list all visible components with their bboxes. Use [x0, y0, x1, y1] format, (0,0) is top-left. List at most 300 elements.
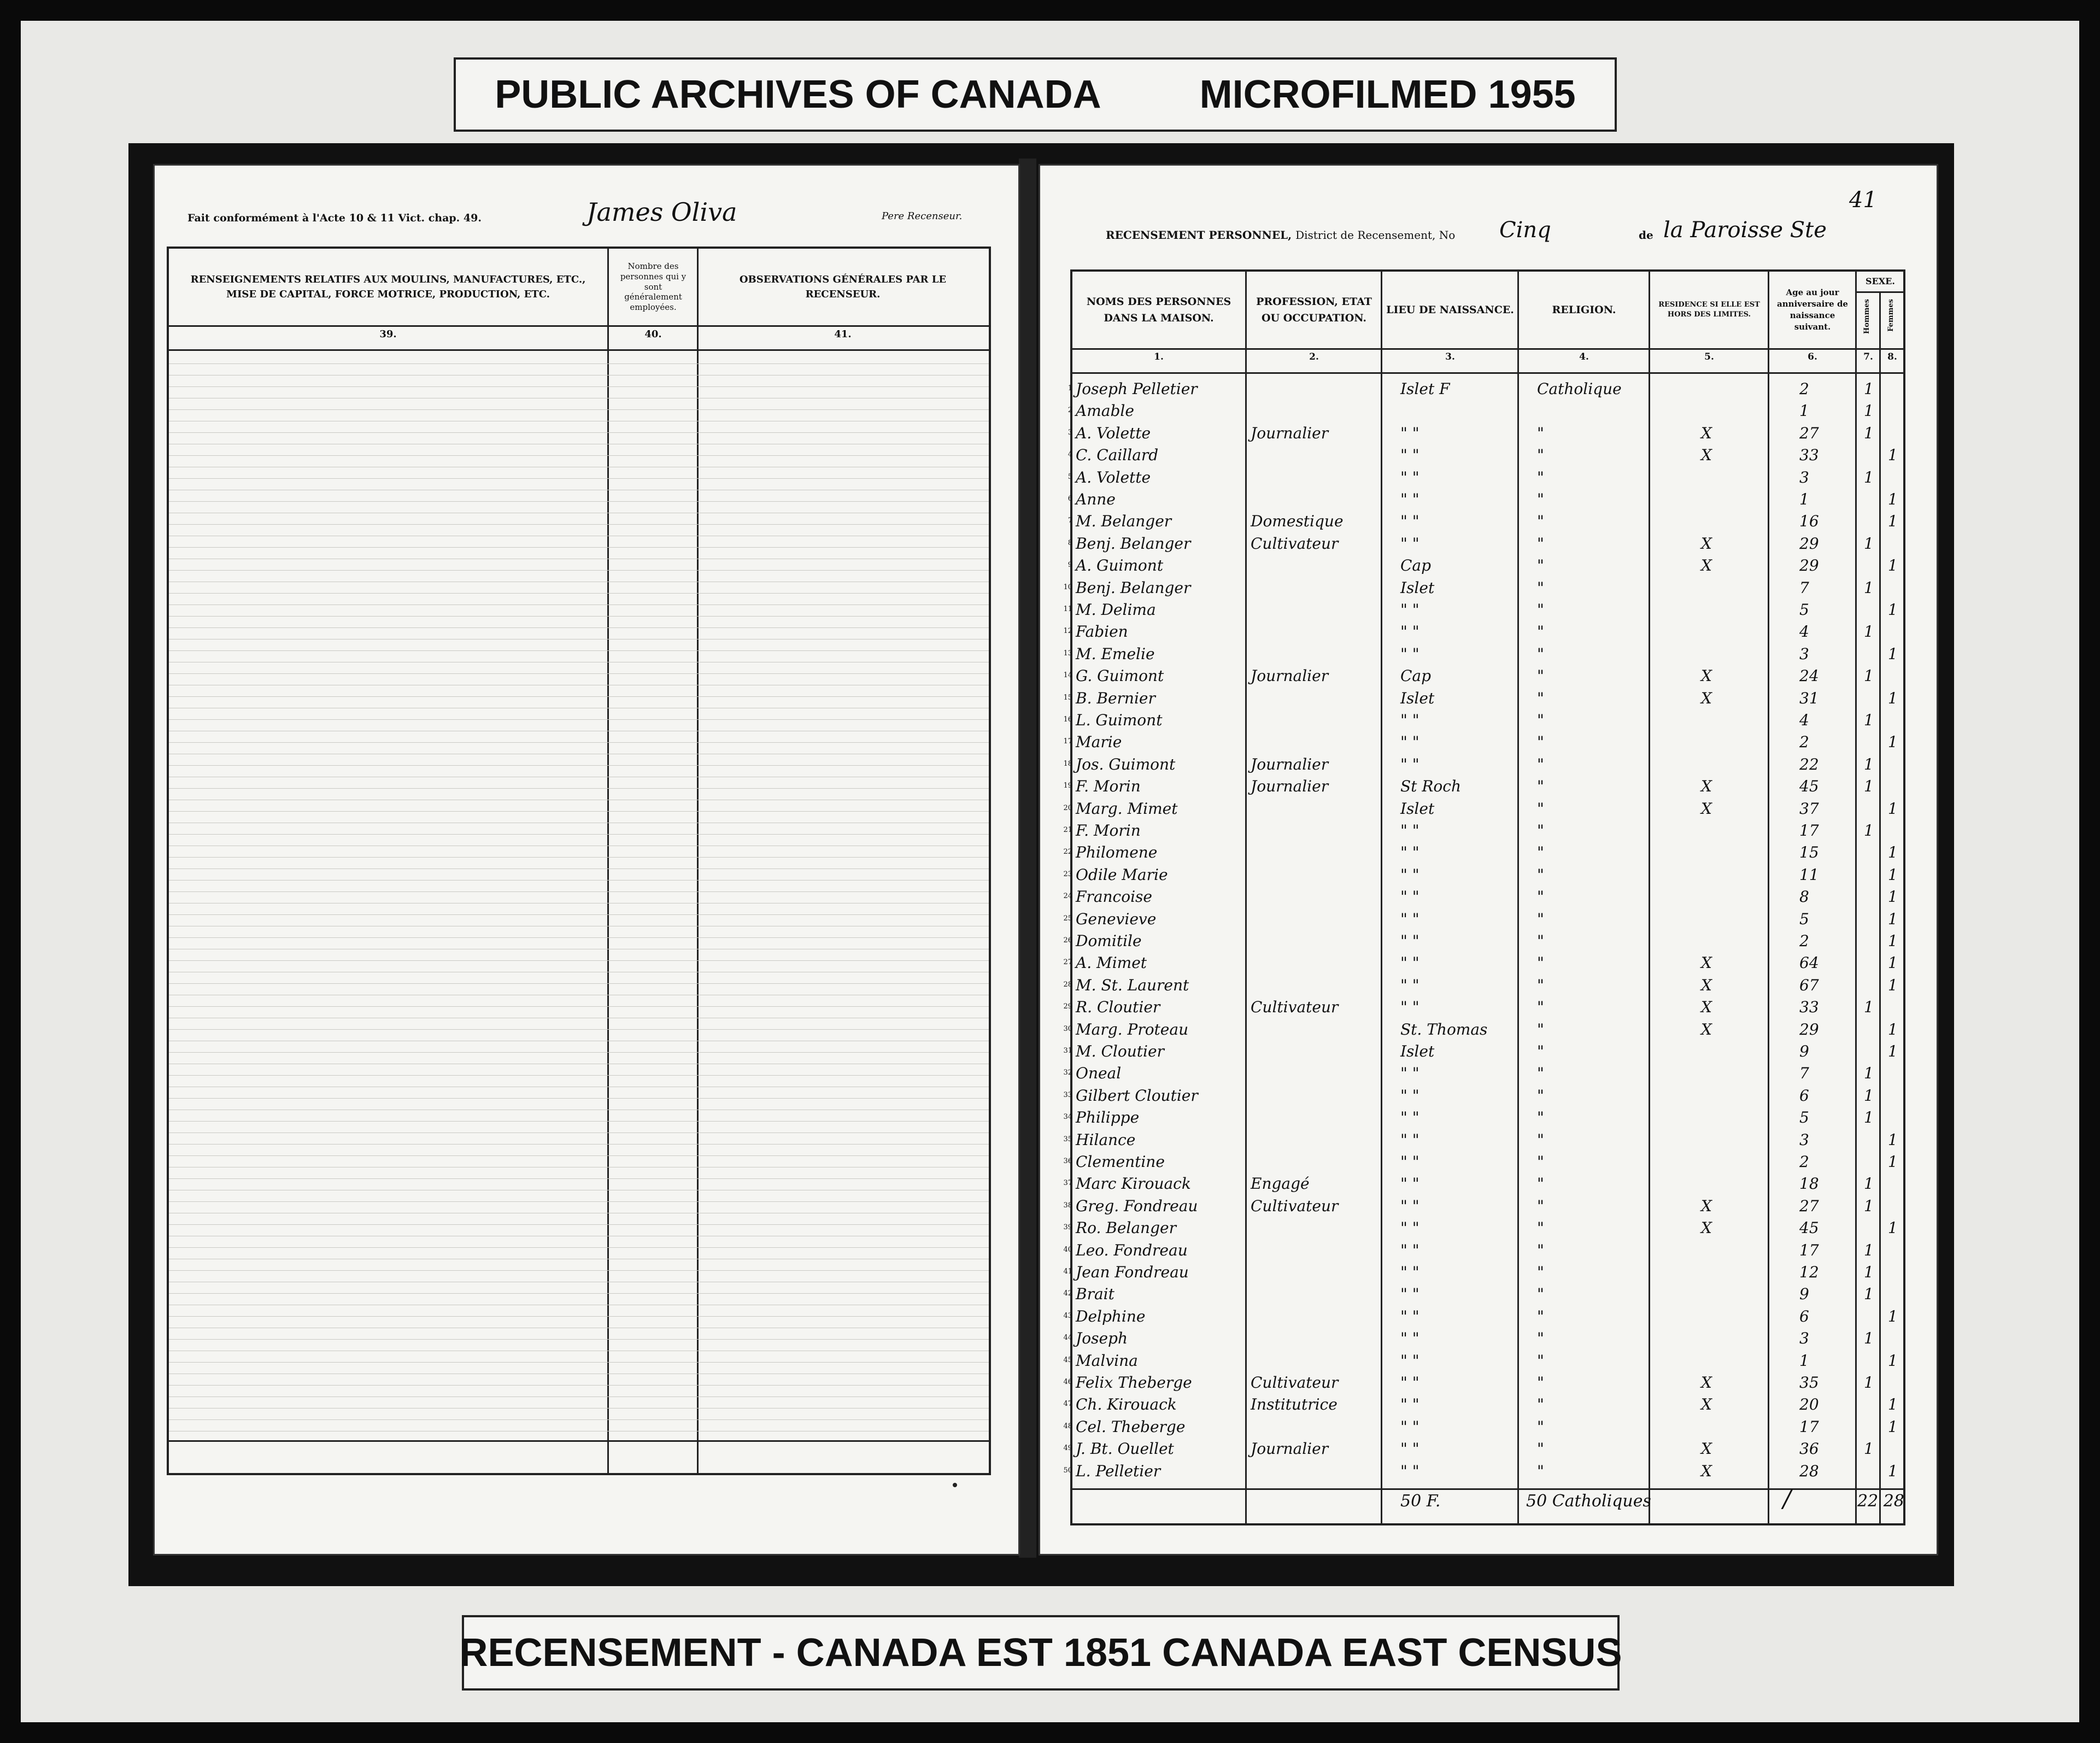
census-row [1063, 754, 1903, 775]
person-birthplace: " " [1400, 1285, 1419, 1304]
person-age: 29 [1799, 556, 1819, 575]
person-residence: X [1701, 667, 1712, 685]
row-number: 21 [1063, 826, 1072, 834]
person-name: Marg. Proteau [1076, 1020, 1189, 1038]
census-row [1063, 1328, 1903, 1349]
census-row [1063, 600, 1903, 620]
person-female: 1 [1888, 512, 1898, 531]
person-birthplace: " " [1400, 1086, 1419, 1105]
person-religion: " [1537, 976, 1544, 994]
census-row [1063, 1196, 1903, 1217]
census-row [1063, 1240, 1903, 1261]
person-male: 1 [1864, 1285, 1874, 1304]
person-female: 1 [1888, 843, 1898, 862]
person-occupation: Journalier [1251, 1440, 1329, 1458]
mills-table [167, 247, 991, 1475]
census-row [1063, 1107, 1903, 1128]
person-age: 2 [1799, 380, 1809, 398]
person-religion: " [1537, 1351, 1544, 1370]
census-row [1063, 865, 1903, 885]
person-male: 1 [1864, 1196, 1874, 1215]
census-row [1063, 820, 1903, 841]
person-name: L. Guimont [1076, 711, 1163, 729]
person-age: 16 [1799, 512, 1819, 531]
person-residence: X [1701, 1020, 1712, 1038]
person-name: Cel. Theberge [1076, 1417, 1186, 1436]
census-row [1067, 423, 1903, 444]
row-number: 25 [1063, 914, 1072, 923]
row-number: 15 [1063, 693, 1072, 702]
row-number: 5 [1067, 472, 1072, 481]
person-occupation: Cultivateur [1251, 1196, 1339, 1215]
person-female: 1 [1888, 954, 1898, 972]
person-name: Anne [1076, 490, 1116, 508]
person-religion: " [1537, 821, 1544, 840]
person-birthplace: " " [1400, 1417, 1419, 1436]
row-number: 45 [1063, 1355, 1072, 1364]
col-number-7: 7. [1863, 351, 1873, 362]
row-number: 36 [1063, 1157, 1072, 1165]
row-number: 40 [1063, 1245, 1072, 1254]
person-male: 1 [1864, 998, 1874, 1017]
census-row [1063, 1218, 1903, 1239]
person-birthplace: " " [1400, 711, 1419, 729]
person-religion: " [1537, 1241, 1544, 1259]
person-birthplace: Islet [1400, 1042, 1435, 1060]
person-birthplace: " " [1400, 1064, 1419, 1083]
col-header-men: Hommes [1863, 299, 1871, 334]
person-religion: " [1537, 424, 1544, 442]
person-religion: " [1537, 1175, 1544, 1193]
person-religion: " [1537, 1462, 1544, 1480]
row-number: 14 [1063, 671, 1072, 680]
person-birthplace: Islet F [1400, 380, 1450, 398]
person-male: 1 [1864, 623, 1874, 641]
person-birthplace: " " [1400, 1175, 1419, 1193]
person-religion: " [1537, 733, 1544, 752]
person-religion: " [1537, 512, 1544, 531]
person-name: Hilance [1076, 1130, 1136, 1149]
person-name: Leo. Fondreau [1076, 1241, 1188, 1259]
person-religion: " [1537, 1130, 1544, 1149]
row-number: 10 [1063, 583, 1072, 591]
census-row [1067, 555, 1903, 576]
person-birthplace: " " [1400, 1307, 1419, 1325]
census-row [1063, 1152, 1903, 1172]
row-number: 42 [1063, 1289, 1072, 1298]
person-name: M. St. Laurent [1076, 976, 1189, 994]
col-number-8: 8. [1887, 351, 1897, 362]
row-number: 9 [1067, 561, 1072, 570]
person-name: Philippe [1076, 1108, 1140, 1127]
person-religion: " [1537, 1219, 1544, 1237]
person-name: Oneal [1076, 1064, 1122, 1083]
person-birthplace: Cap [1400, 667, 1432, 685]
col-header-occupation: PROFESSION, ETAT OU OCCUPATION. [1256, 295, 1372, 324]
person-birthplace: " " [1400, 1130, 1419, 1149]
person-religion: " [1537, 1285, 1544, 1304]
person-birthplace: " " [1400, 623, 1419, 641]
row-number: 37 [1063, 1179, 1072, 1188]
person-age: 45 [1799, 1219, 1819, 1237]
row-number: 31 [1063, 1047, 1072, 1055]
row-number: 3 [1067, 428, 1072, 437]
col-header-religion: RELIGION. [1552, 303, 1616, 316]
person-birthplace: " " [1400, 755, 1419, 773]
person-name: Joseph Pelletier [1076, 380, 1198, 398]
person-male: 1 [1864, 1263, 1874, 1281]
person-birthplace: " " [1400, 424, 1419, 442]
person-religion: " [1537, 468, 1544, 486]
person-name: Gilbert Cloutier [1076, 1086, 1198, 1105]
person-age: 9 [1799, 1042, 1809, 1060]
person-age: 29 [1799, 1020, 1819, 1038]
census-row [1063, 997, 1903, 1018]
number-rule [1072, 372, 1903, 374]
census-title-main: RECENSEMENT PERSONNEL, [1106, 228, 1292, 242]
row-number: 4 [1067, 450, 1072, 459]
enumerator-title: Pere Recenseur. [882, 210, 963, 222]
row-number: 32 [1063, 1069, 1072, 1077]
person-female: 1 [1888, 490, 1898, 508]
person-female: 1 [1888, 1130, 1898, 1149]
census-row [1063, 688, 1903, 709]
person-age: 1 [1799, 490, 1809, 508]
person-name: Odile Marie [1076, 865, 1168, 884]
col-number-1: 1. [1154, 351, 1164, 362]
person-name: A. Guimont [1076, 556, 1164, 575]
person-age: 27 [1799, 1196, 1819, 1215]
row-number: 29 [1063, 1002, 1072, 1011]
person-age: 4 [1799, 711, 1809, 729]
person-female: 1 [1888, 1042, 1898, 1060]
person-birthplace: " " [1400, 512, 1419, 531]
row-number: 43 [1063, 1311, 1072, 1320]
person-female: 1 [1888, 1417, 1898, 1436]
person-female: 1 [1888, 799, 1898, 818]
col-header-names: NOMS DES PERSONNES DANS LA MAISON. [1086, 295, 1231, 324]
person-female: 1 [1888, 556, 1898, 575]
person-residence: X [1701, 1374, 1712, 1392]
person-age: 7 [1799, 1064, 1809, 1083]
person-religion: " [1537, 1374, 1544, 1392]
person-occupation: Engagé [1251, 1175, 1310, 1193]
total-sex: 22 28 [1857, 1492, 1904, 1511]
row-number: 22 [1063, 848, 1072, 856]
header-rule [1072, 348, 1903, 350]
person-religion: " [1537, 1086, 1544, 1105]
person-male: 1 [1864, 534, 1874, 553]
person-female: 1 [1888, 865, 1898, 884]
census-row [1063, 1130, 1903, 1151]
person-birthplace: Islet [1400, 799, 1435, 818]
row-number: 11 [1063, 605, 1072, 613]
person-age: 45 [1799, 777, 1819, 796]
person-age: 18 [1799, 1175, 1819, 1193]
census-row [1063, 1284, 1903, 1305]
act-reference: Fait conformément à l'Acte 10 & 11 Vict. chap. 49. [187, 212, 482, 224]
right-page [1039, 164, 1938, 1556]
person-birthplace: " " [1400, 909, 1419, 928]
person-religion: " [1537, 799, 1544, 818]
person-age: 1 [1799, 1351, 1809, 1370]
person-occupation: Cultivateur [1251, 1374, 1339, 1392]
census-row [1067, 533, 1903, 554]
person-age: 67 [1799, 976, 1819, 994]
person-name: Philomene [1076, 843, 1158, 862]
person-birthplace: " " [1400, 1351, 1419, 1370]
census-row [1063, 1262, 1903, 1283]
row-number: 19 [1063, 782, 1072, 790]
person-age: 12 [1799, 1263, 1819, 1281]
person-birthplace: " " [1400, 1241, 1419, 1259]
col-number-4: 4. [1579, 351, 1589, 362]
person-birthplace: " " [1400, 843, 1419, 862]
person-male: 1 [1864, 1175, 1874, 1193]
person-name: Jos. Guimont [1076, 755, 1176, 773]
person-female: 1 [1888, 976, 1898, 994]
row-number: 47 [1063, 1400, 1072, 1409]
person-female: 1 [1888, 909, 1898, 928]
census-row [1063, 953, 1903, 973]
person-birthplace: Cap [1400, 556, 1432, 575]
person-age: 35 [1799, 1374, 1819, 1392]
col-number-6: 6. [1808, 351, 1817, 362]
person-age: 8 [1799, 888, 1809, 906]
census-row [1063, 666, 1903, 686]
person-religion: " [1537, 865, 1544, 884]
person-occupation: Cultivateur [1251, 534, 1339, 553]
census-row [1063, 1439, 1903, 1459]
census-banner: RECENSEMENT - CANADA EST 1851 CANADA EAST CENSUS [462, 1615, 1620, 1691]
person-name: G. Guimont [1076, 667, 1164, 685]
person-female: 1 [1888, 932, 1898, 950]
person-age: 36 [1799, 1440, 1819, 1458]
person-birthplace: " " [1400, 865, 1419, 884]
row-number: 23 [1063, 870, 1072, 878]
person-age: 17 [1799, 1241, 1819, 1259]
person-age: 2 [1799, 932, 1809, 950]
person-birthplace: " " [1400, 490, 1419, 508]
person-religion: " [1537, 909, 1544, 928]
row-number: 33 [1063, 1090, 1072, 1099]
person-occupation: Journalier [1251, 755, 1329, 773]
census-row [1063, 776, 1903, 797]
person-age: 1 [1799, 402, 1809, 420]
person-birthplace: Islet [1400, 689, 1435, 707]
person-name: Clementine [1076, 1153, 1165, 1171]
person-birthplace: " " [1400, 1196, 1419, 1215]
person-age: 17 [1799, 821, 1819, 840]
col-number-5: 5. [1704, 351, 1714, 362]
person-age: 20 [1799, 1395, 1819, 1414]
person-female: 1 [1888, 1307, 1898, 1325]
person-religion: " [1537, 446, 1544, 465]
census-row [1063, 1372, 1903, 1393]
person-religion: " [1537, 1196, 1544, 1215]
total-religion: 50 Catholiques [1526, 1492, 1651, 1511]
person-male: 1 [1864, 1241, 1874, 1259]
person-name: J. Bt. Ouellet [1076, 1440, 1174, 1458]
person-age: 3 [1799, 1329, 1809, 1348]
person-age: 3 [1799, 468, 1809, 486]
ink-mark [953, 1483, 957, 1487]
col-header-birthplace: LIEU DE NAISSANCE. [1386, 303, 1514, 316]
census-title-rest: District de Recensement, No [1295, 228, 1456, 242]
census-row [1063, 1041, 1903, 1062]
person-female: 1 [1888, 446, 1898, 465]
person-name: A. Volette [1076, 468, 1151, 486]
person-religion: " [1537, 1440, 1544, 1458]
person-name: Francoise [1076, 888, 1152, 906]
census-row [1063, 1461, 1903, 1482]
person-female: 1 [1888, 1351, 1898, 1370]
row-number: 34 [1063, 1113, 1072, 1122]
person-occupation: Journalier [1251, 777, 1329, 796]
person-religion: Catholique [1537, 380, 1622, 398]
row-number: 26 [1063, 936, 1072, 944]
row-number: 35 [1063, 1135, 1072, 1143]
person-age: 5 [1799, 1108, 1809, 1127]
person-birthplace: " " [1400, 534, 1419, 553]
person-occupation: Journalier [1251, 667, 1329, 685]
person-religion: " [1537, 1042, 1544, 1060]
col-number-2: 2. [1309, 351, 1319, 362]
person-age: 15 [1799, 843, 1819, 862]
person-name: Marc Kirouack [1076, 1175, 1191, 1193]
district-number: Cinq [1499, 218, 1551, 243]
person-birthplace: " " [1400, 1263, 1419, 1281]
person-residence: X [1701, 799, 1712, 818]
census-title [1106, 228, 1455, 242]
person-age: 17 [1799, 1417, 1819, 1436]
person-residence: X [1701, 556, 1712, 575]
person-male: 1 [1864, 578, 1874, 597]
parish-prefix: de [1639, 228, 1653, 242]
col-header-age: Age au jour anniversaire de naissance suivant. [1777, 287, 1848, 332]
person-religion: " [1537, 1108, 1544, 1127]
census-row [1063, 710, 1903, 731]
total-age-mark: / [1783, 1485, 1791, 1513]
person-birthplace: " " [1400, 954, 1419, 972]
person-name: Genevieve [1076, 909, 1157, 928]
microfilm-date: MICROFILMED 1955 [1199, 73, 1576, 116]
archive-label: PUBLIC ARCHIVES OF CANADA [495, 73, 1101, 116]
person-religion: " [1537, 556, 1544, 575]
person-birthplace: " " [1400, 1108, 1419, 1127]
row-number: 6 [1067, 495, 1072, 503]
person-religion: " [1537, 755, 1544, 773]
person-occupation: Journalier [1251, 424, 1329, 442]
person-religion: " [1537, 601, 1544, 619]
person-birthplace: " " [1400, 1219, 1419, 1237]
person-religion: " [1537, 932, 1544, 950]
row-number: 8 [1067, 538, 1072, 547]
person-male: 1 [1864, 711, 1874, 729]
person-residence: X [1701, 534, 1712, 553]
col-header-employees: Nombre des personnes qui y sont généralement employées. [620, 261, 687, 313]
person-age: 28 [1799, 1462, 1819, 1480]
person-birthplace: " " [1400, 1374, 1419, 1392]
person-age: 9 [1799, 1285, 1809, 1304]
person-age: 3 [1799, 644, 1809, 663]
person-age: 37 [1799, 799, 1819, 818]
person-religion: " [1537, 1020, 1544, 1038]
enumerator-signature: James Oliva [586, 197, 737, 227]
row-number: 38 [1063, 1201, 1072, 1210]
person-religion: " [1537, 954, 1544, 972]
person-name: M. Emelie [1076, 644, 1155, 663]
census-row [1063, 1019, 1903, 1040]
row-number: 39 [1063, 1223, 1072, 1232]
person-name: Amable [1076, 402, 1134, 420]
person-name: A. Volette [1076, 424, 1151, 442]
person-name: M. Belanger [1076, 512, 1172, 531]
person-name: R. Cloutier [1076, 998, 1160, 1017]
row-number: 30 [1063, 1024, 1072, 1033]
person-residence: X [1701, 1440, 1712, 1458]
row-number: 28 [1063, 980, 1072, 989]
census-row [1063, 1173, 1903, 1194]
row-number: 49 [1063, 1444, 1072, 1453]
person-birthplace: " " [1400, 644, 1419, 663]
person-religion: " [1537, 578, 1544, 597]
row-number: 50 [1063, 1466, 1072, 1475]
census-row [1063, 644, 1903, 665]
census-row [1063, 1417, 1903, 1437]
person-birthplace: " " [1400, 1440, 1419, 1458]
person-age: 11 [1799, 865, 1819, 884]
person-religion: " [1537, 623, 1544, 641]
person-residence: X [1701, 976, 1712, 994]
person-female: 1 [1888, 733, 1898, 752]
row-number: 48 [1063, 1422, 1072, 1430]
person-male: 1 [1864, 777, 1874, 796]
person-male: 1 [1864, 755, 1874, 773]
person-female: 1 [1888, 644, 1898, 663]
person-name: B. Bernier [1076, 689, 1155, 707]
census-row [1063, 842, 1903, 863]
col-header-residence: RESIDENCE SI ELLE EST HORS DES LIMITES. [1658, 300, 1760, 319]
col-header-mills: RENSEIGNEMENTS RELATIFS AUX MOULINS, MANUFACTURES, ETC., MISE DE CAPITAL, FORCE MOTRICE, PRODUCTION, ETC. [190, 274, 586, 300]
totals-rule [1072, 1488, 1903, 1490]
person-religion: " [1537, 490, 1544, 508]
person-religion: " [1537, 1064, 1544, 1083]
person-birthplace: " " [1400, 1395, 1419, 1414]
census-row [1063, 732, 1903, 753]
footer-rule [169, 1440, 989, 1442]
col-header-sex: SEXE. [1866, 276, 1895, 287]
person-age: 4 [1799, 623, 1809, 641]
person-name: Felix Theberge [1076, 1374, 1192, 1392]
person-age: 2 [1799, 733, 1809, 752]
person-age: 6 [1799, 1307, 1809, 1325]
person-name: L. Pelletier [1076, 1462, 1161, 1480]
person-age: 7 [1799, 578, 1809, 597]
person-age: 33 [1799, 446, 1819, 465]
person-residence: X [1701, 1219, 1712, 1237]
person-residence: X [1701, 446, 1712, 465]
person-name: Benj. Belanger [1076, 578, 1191, 597]
col-number-40: 40. [644, 328, 662, 340]
person-male: 1 [1864, 402, 1874, 420]
person-female: 1 [1888, 1020, 1898, 1038]
person-birthplace: " " [1400, 601, 1419, 619]
person-name: Delphine [1076, 1307, 1146, 1325]
ruled-lines [169, 353, 989, 1440]
person-age: 27 [1799, 424, 1819, 442]
person-female: 1 [1888, 1219, 1898, 1237]
